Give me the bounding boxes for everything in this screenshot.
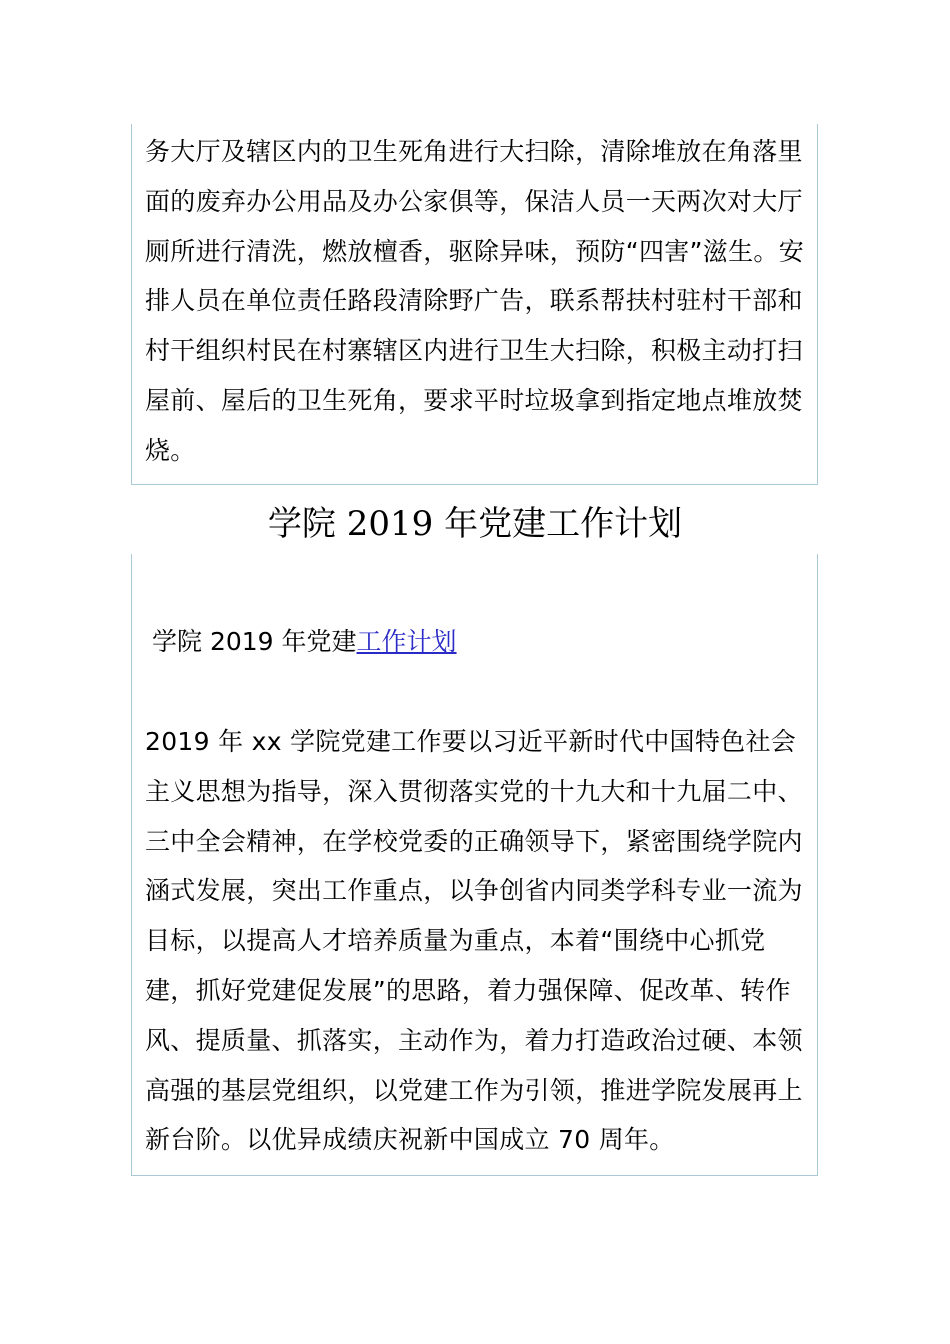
body-paragraph: 2019 年 xx 学院党建工作要以习近平新时代中国特色社会主义思想为指导，深入贯彻落实党的十九大和十九届二中、三中全会精神，在学校党委的正确领导下，紧密围绕学院内涵式发展，突出工作重点，以争创省内同类学科专业一流为目标，以提高人才培养质量为重点，本着“围绕中心抓党建，抓好党建促发展”的思路，着力强保障、促改革、转作风、提质量、抓落实，主动作为，着力打造政治过硬、本领高强的基层党组织，以党建工作为引领，推进学院发展再上新台阶。以优异成绩庆祝新中国成立 70 周年。 bbox=[145, 727, 803, 1155]
subheading-text: 学院 2019 年党建 bbox=[152, 627, 357, 656]
top-paragraph: 务大厅及辖区内的卫生死角进行大扫除，清除堆放在角落里面的废弃办公用品及办公家俱等，保洁人员一天两次对大厅厕所进行清洗，燃放檀香，驱除异味，预防“四害”滋生。安排人员在单位责任路段清除野广告，联系帮扶村驻村干部和村干组织村民在村寨辖区内进行卫生大扫除，积极主动打扫屋前、屋后的卫生死角，要求平时垃圾拿到指定地点堆放焚烧。 bbox=[145, 137, 805, 465]
work-plan-link[interactable]: 工作计划 bbox=[356, 627, 457, 656]
page-title: 学院 2019 年党建工作计划 bbox=[267, 504, 683, 544]
bottom-text-box bbox=[131, 554, 818, 1176]
top-text-box bbox=[131, 124, 818, 485]
section-subheading bbox=[152, 617, 457, 667]
